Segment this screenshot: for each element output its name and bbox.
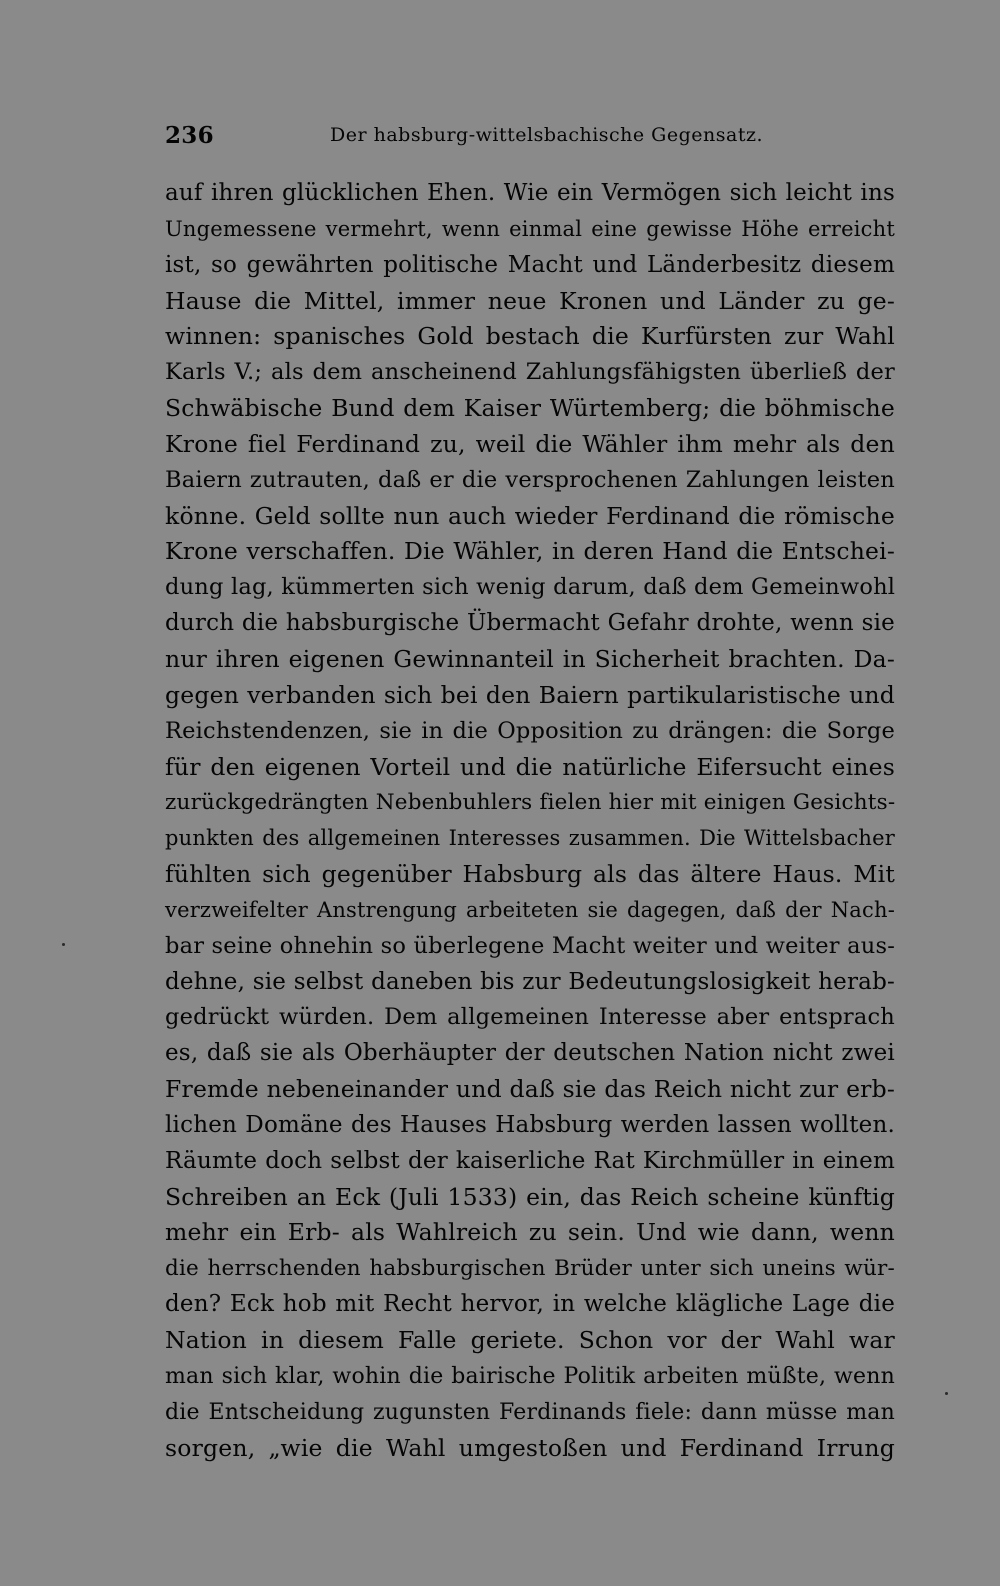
text-line: gedrückt würden. Dem allgemeinen Interesse aber entsprach [165,1004,895,1031]
text-line: durch die habsburgische Übermacht Gefahr drohte, wenn sie [165,610,895,637]
text-line: lichen Domäne des Hauses Habsburg werden lassen wollten. [165,1111,895,1138]
body-text [165,176,895,1466]
text-line: sorgen, „wie die Wahl umgestoßen und Ferdinand Irrung [165,1433,895,1462]
text-line: dung lag, kümmerten sich wenig darum, daß dem Gemeinwohl [165,574,896,601]
text-line: bar seine ohnehin so überlegene Macht weiter und weiter aus- [165,932,895,959]
text-line: ist, so gewährten politische Macht und Länderbesitz diesem [165,251,895,278]
running-title: Der habsburg-wittelsbachische Gegensatz. [330,124,764,146]
text-line: punkten des allgemeinen Interesses zusammen. Die Wittelsbacher [165,826,895,851]
text-line: Hause die Mittel, immer neue Kronen und Länder zu ge- [165,286,895,315]
page-number: 236 [165,122,214,149]
text-line: Nation in diesem Falle geriete. Schon vor der Wahl war [165,1326,895,1354]
text-line: nur ihren eigenen Gewinnanteil in Sicherheit brachten. Da- [165,644,895,673]
text-line: Fremde nebeneinander und daß sie das Reich nicht zur erb- [165,1075,895,1104]
text-line: Baiern zutrauten, daß er die versprochenen Zahlungen leisten [165,466,895,493]
text-line: verzweifelter Anstrengung arbeiteten sie dagegen, daß der Nach- [165,897,895,922]
text-line: Krone fiel Ferdinand zu, weil die Wähler ihm mehr als den [165,429,895,458]
running-head [165,122,895,156]
text-line: fühlten sich gegenüber Habsburg als das ältere Haus. Mit [165,860,895,889]
text-line: Schreiben an Eck (Juli 1533) ein, das Reich scheine künftig [165,1182,895,1211]
scan-speck [62,943,65,946]
text-line: die Entscheidung zugunsten Ferdinands fiele: dann müsse man [165,1399,895,1425]
text-line: Ungemessene vermehrt, wenn einmal eine gewisse Höhe erreicht [165,216,895,241]
text-line: Karls V.; als dem anscheinend Zahlungsfähigsten überließ der [165,359,895,386]
text-line: Krone verschaffen. Die Wähler, in deren Hand die Entschei- [165,537,895,566]
text-line: die herrschenden habsburgischen Brüder unter sich uneins wür- [165,1256,895,1282]
scan-speck [945,1392,948,1395]
text-line: auf ihren glücklichen Ehen. Wie ein Vermögen sich leicht ins [165,180,895,206]
text-line: zurückgedrängten Nebenbuhlers fielen hier mit einigen Gesichts- [165,790,896,816]
text-line: den? Eck hob mit Recht hervor, in welche klägliche Lage die [165,1291,895,1318]
text-line: könne. Geld sollte nun auch wieder Ferdinand die römische [165,501,895,530]
text-line: mehr ein Erb- als Wahlreich zu sein. Und wie dann, wenn [165,1218,895,1247]
text-line: Reichstendenzen, sie in die Opposition zu drängen: die Sorge [165,717,895,744]
text-line: man sich klar, wohin die bairische Politik arbeiten müßte, wenn [165,1363,895,1389]
text-line: es, daß sie als Oberhäupter der deutschen Nation nicht zwei [165,1040,895,1067]
text-line: Schwäbische Bund dem Kaiser Würtemberg; die böhmische [165,394,895,423]
text-line: dehne, sie selbst daneben bis zur Bedeutungslosigkeit herab- [165,968,895,995]
text-line: Räumte doch selbst der kaiserliche Rat Kirchmüller in einem [165,1147,895,1174]
text-line: gegen verbanden sich bei den Baiern partikularistische und [165,680,895,709]
text-line: winnen: spanisches Gold bestach die Kurfürsten zur Wahl [165,322,895,351]
text-line: für den eigenen Vorteil und die natürliche Eifersucht eines [165,752,895,781]
